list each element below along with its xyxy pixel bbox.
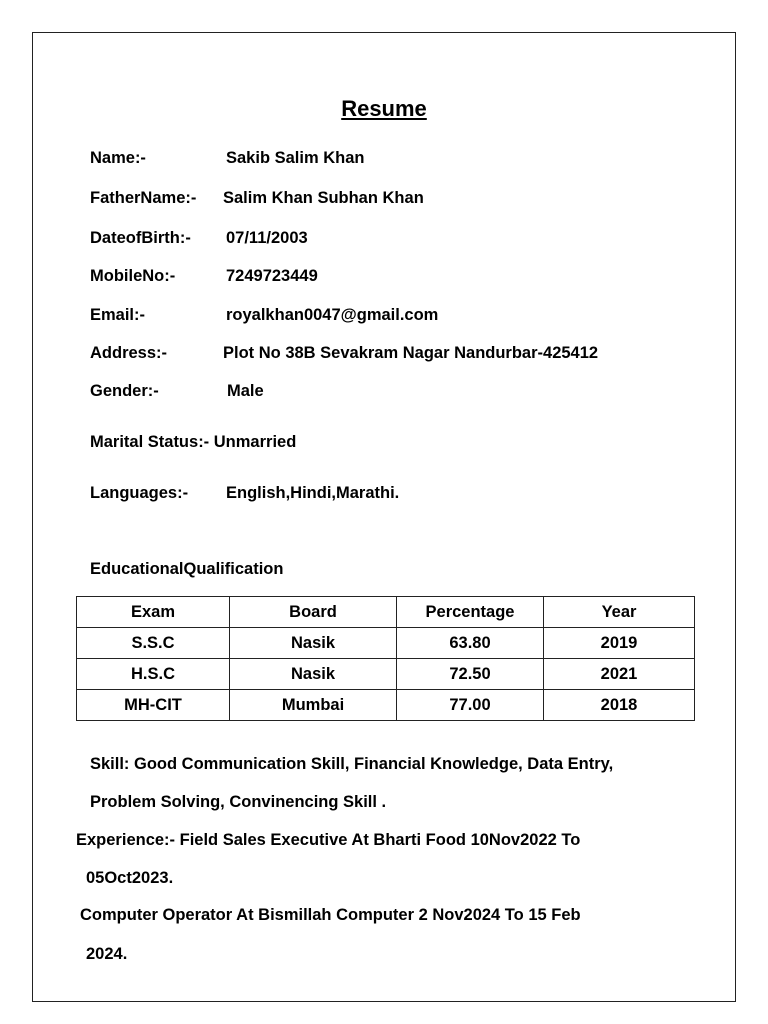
name-label: Name:- <box>90 149 146 167</box>
table-cell: 2018 <box>544 690 695 721</box>
table-cell: 2019 <box>544 628 695 659</box>
table-cell: 77.00 <box>397 690 544 721</box>
languages-value: English,Hindi,Marathi. <box>226 484 400 502</box>
mobile-value: 7249723449 <box>226 267 318 285</box>
education-heading: EducationalQualification <box>90 560 284 578</box>
name-value: Sakib Salim Khan <box>226 149 365 167</box>
father-name-label: FatherName:- <box>90 189 197 207</box>
skill-line-2: Problem Solving, Convinencing Skill . <box>90 793 387 811</box>
gender-label: Gender:- <box>90 382 159 400</box>
table-cell: Mumbai <box>230 690 397 721</box>
education-table <box>76 596 695 721</box>
mobile-label: MobileNo:- <box>90 267 176 285</box>
father-name-value: Salim Khan Subhan Khan <box>223 189 424 207</box>
table-header-row <box>77 597 695 628</box>
marital-status-text: Marital Status:- Unmarried <box>90 433 297 451</box>
dob-label: DateofBirth:- <box>90 229 191 247</box>
header-cell: Exam <box>77 597 230 628</box>
table-row <box>77 659 695 690</box>
table-cell: MH-CIT <box>77 690 230 721</box>
header-cell: Percentage <box>397 597 544 628</box>
email-value: royalkhan0047@gmail.com <box>226 306 439 324</box>
table-cell: 63.80 <box>397 628 544 659</box>
table-cell: S.S.C <box>77 628 230 659</box>
experience-line-3: Computer Operator At Bismillah Computer 2 Nov2024 To 15 Feb <box>80 906 581 924</box>
table-cell: Nasik <box>230 628 397 659</box>
dob-value: 07/11/2003 <box>226 229 308 247</box>
gender-value: Male <box>227 382 264 400</box>
address-value: Plot No 38B Sevakram Nagar Nandurbar-425412 <box>223 344 599 362</box>
resume-title: Resume <box>341 96 427 121</box>
address-label: Address:- <box>90 344 168 362</box>
table-row <box>77 690 695 721</box>
table-cell: H.S.C <box>77 659 230 690</box>
resume-page <box>32 32 736 1002</box>
experience-line-4: 2024. <box>86 945 128 963</box>
email-label: Email:- <box>90 306 146 324</box>
header-cell: Year <box>544 597 695 628</box>
languages-label: Languages:- <box>90 484 189 502</box>
experience-line-1: Experience:- Field Sales Executive At Bharti Food 10Nov2022 To <box>76 831 581 849</box>
table-cell: Nasik <box>230 659 397 690</box>
table-row <box>77 628 695 659</box>
header-cell: Board <box>230 597 397 628</box>
skill-line-1: Skill: Good Communication Skill, Financial Knowledge, Data Entry, <box>90 755 614 773</box>
experience-line-2: 05Oct2023. <box>86 869 174 887</box>
table-cell: 2021 <box>544 659 695 690</box>
table-cell: 72.50 <box>397 659 544 690</box>
